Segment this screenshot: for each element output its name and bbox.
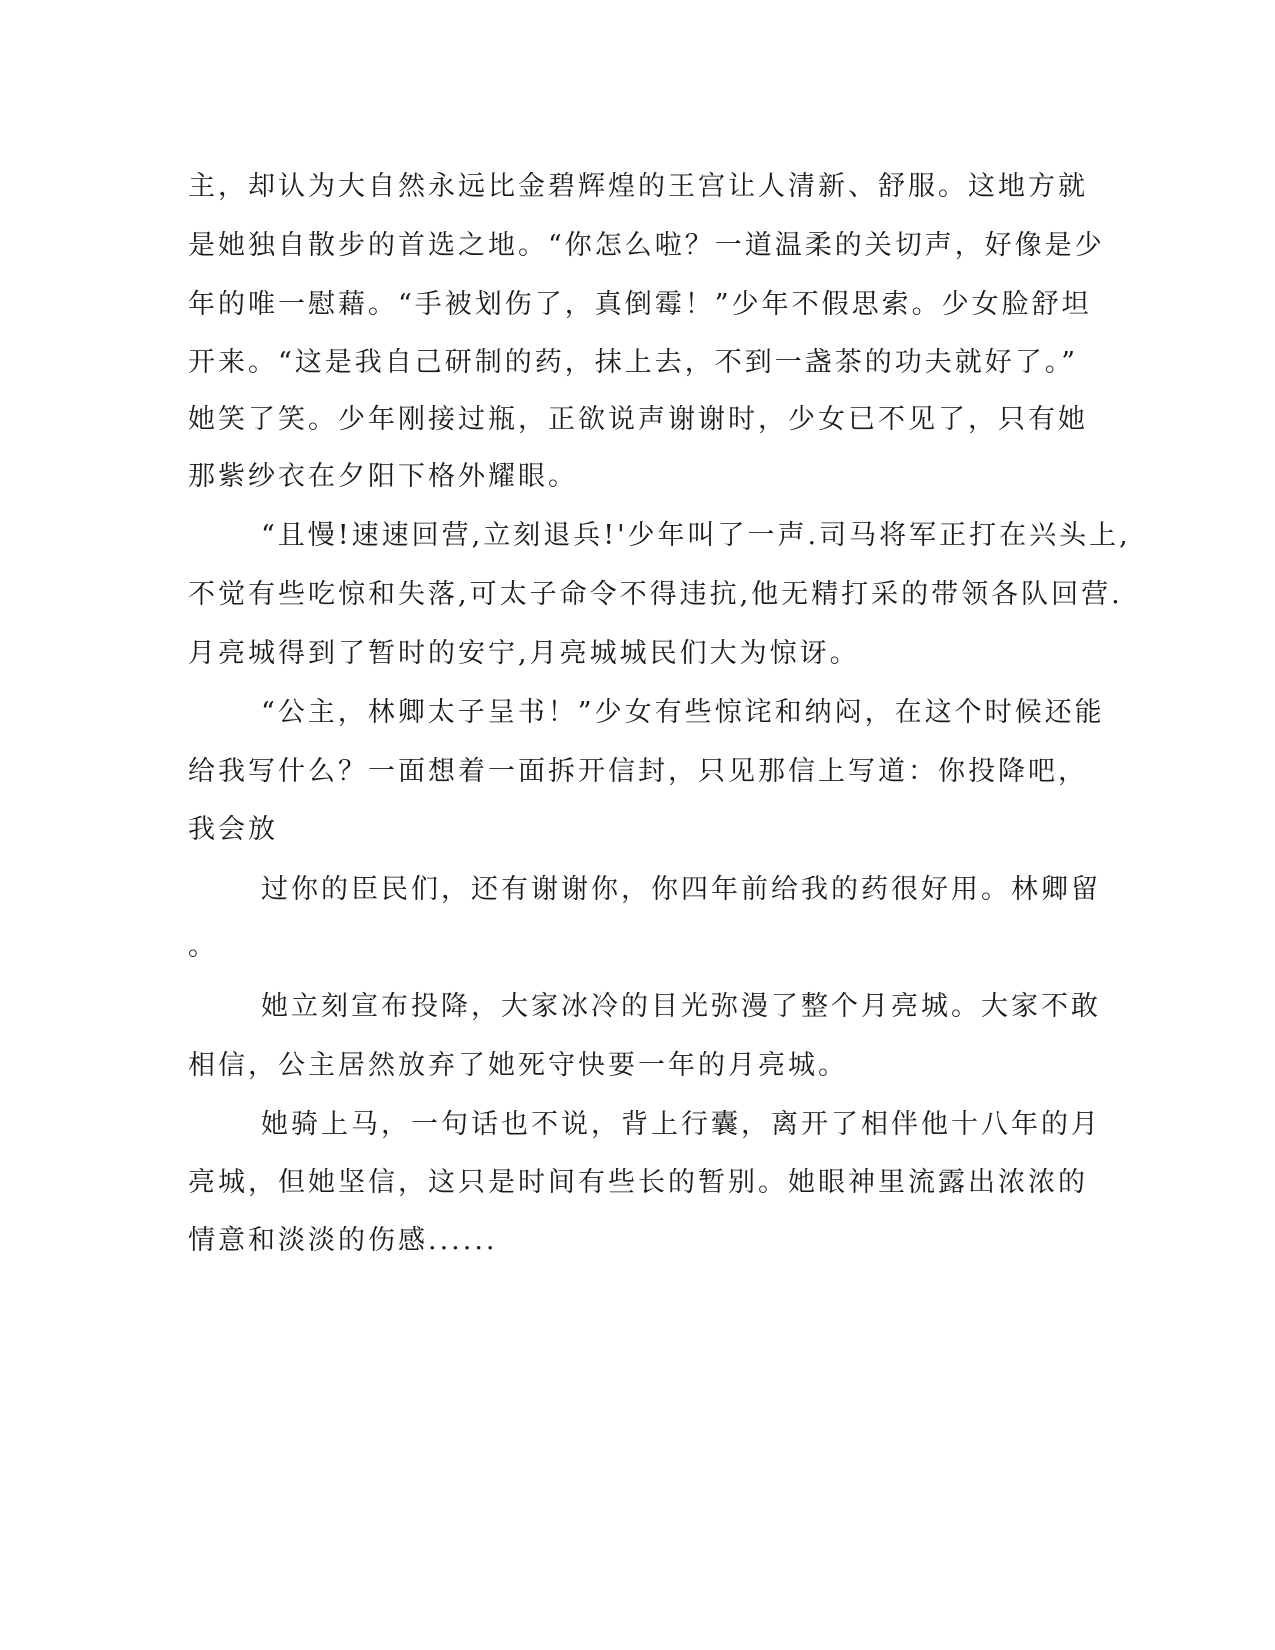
text-line: “且慢!速速回营,立刻退兵!'少年叫了一声.司马将军正打在兴头上, xyxy=(261,520,1131,551)
text-line: “公主，林卿太子呈书！”少女有些惊诧和纳闷，在这个时候还能 xyxy=(261,697,1105,728)
text-line: 开来。“这是我自己研制的药，抹上去，不到一盏茶的功夫就好了。” xyxy=(188,347,1079,378)
text-line: 亮城，但她坚信，这只是时间有些长的暂别。她眼神里流露出浓浓的 xyxy=(188,1167,1088,1198)
text-line: 过你的臣民们，还有谢谢你，你四年前给我的药很好用。林卿留 xyxy=(261,874,1101,905)
text-line: 。 xyxy=(188,931,218,962)
text-line: 那紫纱衣在夕阳下格外耀眼。 xyxy=(188,461,578,492)
text-line: 她笑了笑。少年刚接过瓶，正欲说声谢谢时，少女已不见了，只有她 xyxy=(188,404,1088,435)
text-line: 相信，公主居然放弃了她死守快要一年的月亮城。 xyxy=(188,1050,848,1081)
text-line: 我会放 xyxy=(188,814,278,845)
text-line: 情意和淡淡的伤感...... xyxy=(188,1225,498,1256)
text-line: 月亮城得到了暂时的安宁,月亮城城民们大为惊讶。 xyxy=(188,638,860,669)
text-line: 她立刻宣布投降，大家冰冷的目光弥漫了整个月亮城。大家不敢 xyxy=(261,991,1101,1022)
text-line: 给我写什么？一面想着一面拆开信封，只见那信上写道：你投降吧， xyxy=(188,756,1088,787)
text-line: 主，却认为大自然永远比金碧辉煌的王宫让人清新、舒服。这地方就 xyxy=(188,171,1088,202)
text-line: 不觉有些吃惊和失落,可太子命令不得违抗,他无精打采的带领各队回营. xyxy=(188,579,1123,610)
text-line: 是她独自散步的首选之地。“你怎么啦？一道温柔的关切声，好像是少 xyxy=(188,230,1105,261)
text-line: 她骑上马，一句话也不说，背上行囊，离开了相伴他十八年的月 xyxy=(261,1109,1101,1140)
text-line: 年的唯一慰藉。“手被划伤了，真倒霉！”少年不假思索。少女脸舒坦 xyxy=(188,289,1092,320)
